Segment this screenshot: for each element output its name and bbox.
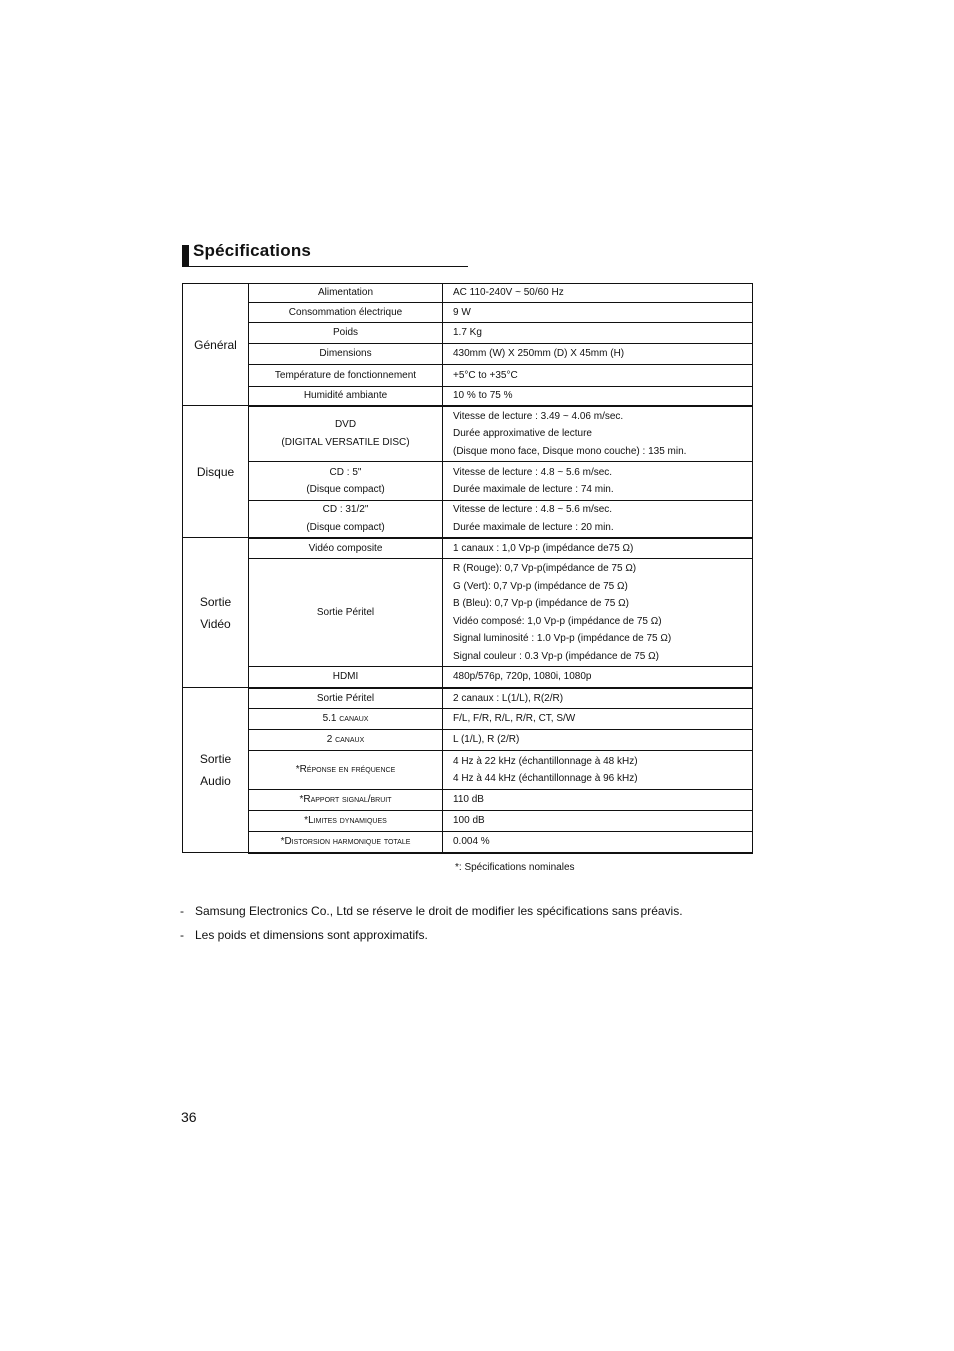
feature-label: CD : 31/2" bbox=[322, 504, 369, 516]
table-row bbox=[183, 344, 753, 365]
category-cell bbox=[183, 538, 249, 688]
table-row bbox=[183, 284, 753, 303]
feature-label: *Rapport signal/bruit bbox=[299, 794, 392, 806]
value-line: 0.004 % bbox=[453, 836, 490, 847]
value-cell bbox=[443, 365, 753, 387]
value-line: +5°C to +35°C bbox=[453, 369, 518, 381]
feature-cell bbox=[249, 323, 443, 344]
value-line: (Disque mono face, Disque mono couche) : 135 min. bbox=[453, 445, 687, 457]
value-cell bbox=[443, 387, 753, 406]
page-title: Spécifications bbox=[193, 241, 312, 260]
feature-cell bbox=[249, 538, 443, 559]
table-row bbox=[183, 688, 753, 709]
value-cell bbox=[443, 667, 753, 688]
value-line: L (1/L), R (2/R) bbox=[453, 734, 520, 746]
value-cell bbox=[443, 688, 753, 709]
feature-cell bbox=[249, 406, 443, 462]
table-row bbox=[183, 406, 753, 462]
value-line: 4 Hz à 22 kHz (échantillonnage à 48 kHz) bbox=[453, 755, 638, 767]
value-line: 100 dB bbox=[453, 815, 485, 827]
category-cell bbox=[183, 688, 249, 853]
remark-text: Samsung Electronics Co., Ltd se réserve le droit de modifier les spécifications sans préavis. bbox=[195, 904, 683, 918]
category-cell bbox=[183, 284, 249, 406]
value-cell bbox=[443, 811, 753, 832]
feature-label: Alimentation bbox=[317, 287, 374, 299]
category-label: Disque bbox=[196, 464, 235, 479]
feature-label: (Disque compact) bbox=[306, 521, 385, 533]
value-cell bbox=[443, 709, 753, 730]
table-row bbox=[183, 387, 753, 406]
heading-bar bbox=[182, 245, 189, 266]
remark-item bbox=[180, 899, 683, 923]
value-line: Durée maximale de lecture : 74 min. bbox=[453, 484, 614, 495]
value-cell bbox=[443, 284, 753, 303]
value-line: 430mm (W) X 250mm (D) X 45mm (H) bbox=[453, 348, 625, 360]
page-number: 36 bbox=[181, 1109, 197, 1125]
feature-cell bbox=[249, 709, 443, 730]
value-line: F/L, F/R, R/L, R/R, CT, S/W bbox=[453, 713, 576, 725]
table-row bbox=[183, 303, 753, 323]
value-line: 10 % to 75 % bbox=[453, 390, 513, 401]
value-cell bbox=[443, 538, 753, 559]
value-cell bbox=[443, 406, 753, 462]
category-label: Sortie bbox=[199, 752, 232, 766]
feature-label: (DIGITAL VERSATILE DISC) bbox=[281, 436, 410, 448]
feature-cell bbox=[249, 559, 443, 667]
table-row bbox=[183, 709, 753, 730]
value-line: Vidéo composé: 1,0 Vp-p (impédance de 75 Ω) bbox=[453, 615, 662, 627]
section-heading bbox=[182, 240, 468, 267]
table-row bbox=[183, 365, 753, 387]
feature-label: Sortie Péritel bbox=[316, 606, 375, 618]
feature-cell bbox=[249, 667, 443, 688]
remarks-list bbox=[180, 899, 683, 947]
value-line: 2 canaux : L(1/L), R(2/R) bbox=[453, 692, 564, 704]
feature-label: Humidité ambiante bbox=[303, 390, 388, 401]
value-cell bbox=[443, 751, 753, 790]
value-line: Durée approximative de lecture bbox=[453, 428, 592, 439]
value-cell bbox=[443, 501, 753, 538]
feature-cell bbox=[249, 811, 443, 832]
feature-label: Vidéo composite bbox=[308, 542, 383, 554]
table-row bbox=[183, 832, 753, 853]
table-row bbox=[183, 559, 753, 667]
value-line: G (Vert): 0,7 Vp-p (impédance de 75 Ω) bbox=[453, 580, 628, 592]
category-label: Vidéo bbox=[200, 616, 231, 631]
feature-cell bbox=[249, 344, 443, 365]
feature-cell bbox=[249, 387, 443, 406]
value-line: B (Bleu): 0,7 Vp-p (impédance de 75 Ω) bbox=[453, 598, 629, 609]
value-line: 480p/576p, 720p, 1080i, 1080p bbox=[453, 671, 592, 682]
feature-cell bbox=[249, 462, 443, 501]
feature-label: DVD bbox=[334, 419, 357, 431]
feature-label: *Limites dynamiques bbox=[304, 815, 387, 827]
value-cell bbox=[443, 832, 753, 853]
feature-cell bbox=[249, 284, 443, 303]
remark-bullet: - bbox=[180, 928, 184, 942]
remark-text: Les poids et dimensions sont approximatifs. bbox=[195, 928, 428, 942]
feature-cell bbox=[249, 501, 443, 538]
table-row bbox=[183, 501, 753, 538]
value-cell bbox=[443, 303, 753, 323]
value-line: Vitesse de lecture : 4.8 ~ 5.6 m/sec. bbox=[453, 466, 613, 478]
feature-cell bbox=[249, 730, 443, 751]
feature-cell bbox=[249, 832, 443, 853]
feature-label: *Réponse en fréquence bbox=[295, 764, 396, 776]
category-label: Audio bbox=[200, 774, 231, 788]
value-line: 1.7 Kg bbox=[453, 327, 482, 339]
feature-label: Consommation électrique bbox=[288, 306, 403, 318]
table-row bbox=[183, 667, 753, 688]
value-line: 110 dB bbox=[453, 794, 484, 806]
value-line: AC 110-240V ~ 50/60 Hz bbox=[453, 287, 564, 299]
feature-cell bbox=[249, 365, 443, 387]
category-label: Sortie bbox=[199, 594, 232, 609]
table-row bbox=[183, 751, 753, 790]
value-line: 9 W bbox=[453, 306, 471, 318]
value-line: Signal couleur : 0.3 Vp-p (impédance de 75 Ω) bbox=[453, 650, 659, 662]
feature-cell bbox=[249, 688, 443, 709]
value-line: Durée maximale de lecture : 20 min. bbox=[453, 521, 614, 533]
remark-bullet: - bbox=[180, 904, 184, 918]
value-line: Vitesse de lecture : 3.49 ~ 4.06 m/sec. bbox=[453, 410, 624, 422]
specifications-table-body bbox=[183, 284, 753, 853]
value-cell bbox=[443, 344, 753, 365]
feature-label: Poids bbox=[332, 327, 358, 339]
table-row bbox=[183, 538, 753, 559]
feature-cell bbox=[249, 751, 443, 790]
value-line: 1 canaux : 1,0 Vp-p (impédance de75 Ω) bbox=[453, 542, 634, 554]
value-cell bbox=[443, 323, 753, 344]
specifications-table bbox=[182, 283, 753, 854]
table-row bbox=[183, 730, 753, 751]
value-line: Signal luminosité : 1.0 Vp-p (impédance de 75 Ω) bbox=[453, 633, 672, 644]
value-line: R (Rouge): 0,7 Vp-p(impédance de 75 Ω) bbox=[453, 563, 637, 574]
feature-label: (Disque compact) bbox=[306, 484, 385, 495]
remark-item bbox=[180, 923, 683, 947]
feature-label: Dimensions bbox=[319, 348, 372, 360]
feature-cell bbox=[249, 790, 443, 811]
value-line: 4 Hz à 44 kHz (échantillonnage à 96 kHz) bbox=[453, 773, 638, 784]
value-line: Vitesse de lecture : 4.8 ~ 5.6 m/sec. bbox=[453, 504, 613, 516]
value-cell bbox=[443, 462, 753, 501]
value-cell bbox=[443, 559, 753, 667]
feature-label: 2 canaux bbox=[326, 734, 365, 746]
feature-label: CD : 5" bbox=[329, 466, 362, 478]
feature-label: *Distorsion harmonique totale bbox=[280, 836, 411, 847]
category-label: Général bbox=[194, 337, 237, 352]
category-cell bbox=[183, 406, 249, 538]
table-row bbox=[183, 462, 753, 501]
feature-label: HDMI bbox=[332, 671, 359, 682]
value-cell bbox=[443, 790, 753, 811]
feature-cell bbox=[249, 303, 443, 323]
table-row bbox=[183, 790, 753, 811]
table-row bbox=[183, 811, 753, 832]
value-cell bbox=[443, 730, 753, 751]
footnote: *: Spécifications nominales bbox=[455, 862, 575, 873]
feature-label: 5.1 canaux bbox=[322, 713, 369, 725]
table-row bbox=[183, 323, 753, 344]
feature-label: Sortie Péritel bbox=[316, 692, 375, 704]
feature-label: Température de fonctionnement bbox=[274, 369, 417, 381]
